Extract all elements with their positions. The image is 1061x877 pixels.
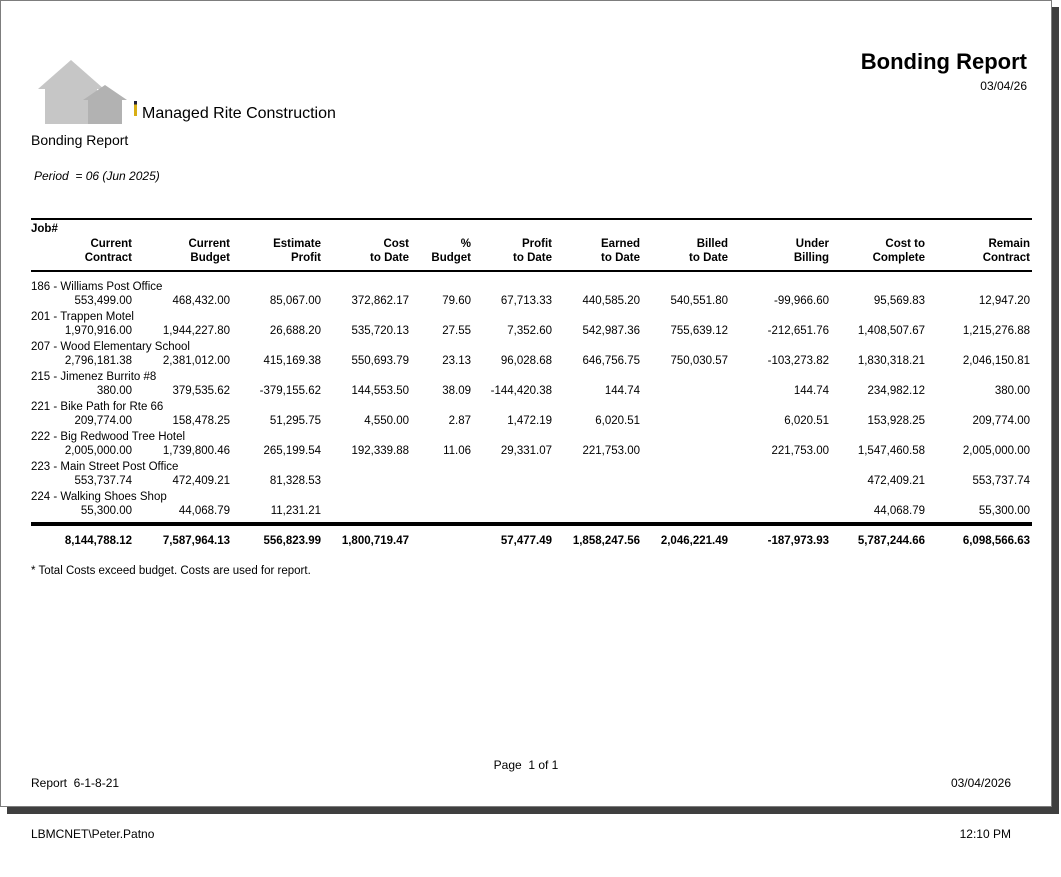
two-houses-icon: [38, 58, 133, 124]
job-name-row: [31, 369, 1032, 384]
value-cell: 26,688.20: [269, 325, 321, 337]
value-cell: 1,472.19: [507, 415, 552, 427]
job-name: 207 - Wood Elementary School: [31, 341, 190, 353]
footer-page-number: Page 1 of 1: [493, 758, 559, 772]
value-cell: -99,966.60: [774, 295, 829, 307]
value-cell: 55,300.00: [978, 505, 1030, 517]
value-cell: [323, 504, 411, 519]
value-cell: 542,987.36: [582, 325, 640, 337]
job-name-row: [31, 399, 1032, 414]
value-cell: 472,409.21: [867, 475, 925, 487]
job-number-header-row: [31, 219, 1032, 236]
value-cell: 44,068.79: [178, 505, 230, 517]
value-cell: 38.09: [442, 385, 471, 397]
value-cell: 1,830,318.21: [857, 355, 925, 367]
job-name: 223 - Main Street Post Office: [31, 461, 179, 473]
value-cell: 2,005,000.00: [64, 445, 132, 457]
value-cell: 2,381,012.00: [162, 355, 230, 367]
value-cell: 265,199.54: [263, 445, 321, 457]
job-values-row: [31, 474, 1032, 489]
report-subtitle: Bonding Report: [31, 132, 129, 148]
logo-edge-mark: [134, 101, 137, 116]
job-name-row: [31, 279, 1032, 294]
value-cell: [730, 504, 831, 519]
title-block: [861, 49, 1027, 93]
value-cell: 553,499.00: [74, 295, 132, 307]
col-header-current-contract: Current Contract: [31, 236, 134, 271]
column-header-row: [31, 236, 1032, 271]
total-cell: 556,823.99: [263, 535, 321, 547]
value-cell: 415,169.38: [263, 355, 321, 367]
job-values-row: [31, 384, 1032, 399]
job-name: 222 - Big Redwood Tree Hotel: [31, 431, 186, 443]
value-cell: 55,300.00: [80, 505, 132, 517]
value-cell: 553,737.74: [74, 475, 132, 487]
totals-separator-row: [31, 519, 1032, 526]
value-cell: 1,970,916.00: [64, 325, 132, 337]
value-cell: 44,068.79: [873, 505, 925, 517]
value-cell: 11.06: [443, 445, 471, 457]
value-cell: -103,273.82: [767, 355, 829, 367]
col-header-cost-to-complete: Cost to Complete: [831, 236, 927, 271]
value-cell: 11,231.21: [270, 505, 321, 517]
total-cell: 8,144,788.12: [64, 535, 132, 547]
footer-date: 03/04/2026: [950, 776, 1011, 790]
col-header-cost-to-date: Cost to Date: [323, 236, 411, 271]
value-cell: 79.60: [442, 295, 471, 307]
value-cell: 1,944,227.80: [162, 325, 230, 337]
job-values-row: [31, 414, 1032, 429]
value-cell: 209,774.00: [972, 415, 1030, 427]
value-cell: 85,067.00: [269, 295, 321, 307]
page-title: Bonding Report: [860, 49, 1027, 74]
value-cell: -212,651.76: [767, 325, 829, 337]
value-cell: 234,982.12: [867, 385, 925, 397]
value-cell: 1,215,276.88: [962, 325, 1030, 337]
value-cell: 1,547,460.58: [857, 445, 925, 457]
job-values-row: [31, 444, 1032, 459]
value-cell: [323, 474, 411, 489]
col-header-estimate-profit: Estimate Profit: [232, 236, 323, 271]
value-cell: 440,585.20: [582, 295, 640, 307]
job-values-row: [31, 504, 1032, 519]
job-values-row: [31, 294, 1032, 309]
company-logo: [38, 58, 133, 124]
title-date: 03/04/26: [980, 79, 1027, 93]
value-cell: 95,569.83: [873, 295, 925, 307]
job-values-row: [31, 354, 1032, 369]
total-cell: 5,787,244.66: [857, 535, 925, 547]
total-cell: 1,858,247.56: [572, 535, 640, 547]
value-cell: 27.55: [442, 325, 471, 337]
value-cell: 380.00: [994, 385, 1030, 397]
value-cell: 2,796,181.38: [64, 355, 132, 367]
report-table-area: [31, 218, 1032, 577]
job-name-row: [31, 459, 1032, 474]
value-cell: 153,928.25: [867, 415, 925, 427]
total-cell: 57,477.49: [500, 535, 552, 547]
job-name: 215 - Jimenez Burrito #8: [31, 371, 157, 383]
value-cell: 540,551.80: [670, 295, 728, 307]
value-cell: 7,352.60: [507, 325, 552, 337]
value-cell: 4,550.00: [364, 415, 409, 427]
total-cell: 1,800,719.47: [341, 535, 409, 547]
value-cell: 380.00: [96, 385, 132, 397]
value-cell: 535,720.13: [351, 325, 409, 337]
value-cell: 81,328.53: [269, 475, 321, 487]
footer-report-id: Report 6-1-8-21: [31, 776, 120, 790]
job-name-row: [31, 309, 1032, 324]
col-header-billed-to-date: Billed to Date: [642, 236, 730, 271]
value-cell: [411, 504, 473, 519]
value-cell: 2,046,150.81: [962, 355, 1030, 367]
value-cell: 51,295.75: [269, 415, 321, 427]
value-cell: 472,409.21: [172, 475, 230, 487]
value-cell: 1,739,800.46: [162, 445, 230, 457]
company-name: Managed Rite Construction: [142, 105, 336, 122]
value-cell: [642, 504, 730, 519]
value-cell: 646,756.75: [582, 355, 640, 367]
value-cell: [411, 474, 473, 489]
value-cell: 144.74: [793, 385, 829, 397]
total-cell: -187,973.93: [767, 535, 829, 547]
value-cell: 2,005,000.00: [962, 445, 1030, 457]
value-cell: 755,639.12: [670, 325, 728, 337]
value-cell: 6,020.51: [784, 415, 829, 427]
value-cell: 144.74: [604, 385, 640, 397]
total-cell: 6,098,566.63: [962, 535, 1030, 547]
bonding-table: [31, 218, 1032, 549]
job-number-header: Job#: [31, 219, 1032, 236]
value-cell: 221,753.00: [582, 445, 640, 457]
value-cell: 23.13: [442, 355, 471, 367]
value-cell: [642, 474, 730, 489]
total-cell: [411, 526, 473, 549]
job-name: 224 - Walking Shoes Shop: [31, 491, 167, 503]
total-cell: 7,587,964.13: [162, 535, 230, 547]
col-header-remain-contract: Remain Contract: [927, 236, 1032, 271]
value-cell: 12,947.20: [978, 295, 1030, 307]
value-cell: [642, 444, 730, 459]
footer-right: [951, 741, 1011, 877]
value-cell: 192,339.88: [351, 445, 409, 457]
value-cell: 144,553.50: [351, 385, 409, 397]
value-cell: 468,432.00: [172, 295, 230, 307]
value-cell: 221,753.00: [771, 445, 829, 457]
job-name: 201 - Trappen Motel: [31, 311, 134, 323]
footer-time: 12:10 PM: [959, 827, 1011, 841]
job-values-row: [31, 324, 1032, 339]
job-name-row: [31, 489, 1032, 504]
job-name-row: [31, 339, 1032, 354]
value-cell: 158,478.25: [172, 415, 230, 427]
value-cell: 379,535.62: [172, 385, 230, 397]
value-cell: [473, 504, 554, 519]
value-cell: 2.87: [448, 415, 471, 427]
value-cell: 372,862.17: [351, 295, 409, 307]
value-cell: [642, 384, 730, 399]
col-header-under-billing: Under Billing: [730, 236, 831, 271]
value-cell: -379,155.62: [259, 385, 321, 397]
col-header-pct-budget: % Budget: [411, 236, 473, 271]
totals-row: [31, 526, 1032, 549]
value-cell: 750,030.57: [670, 355, 728, 367]
col-header-profit-to-date: Profit to Date: [473, 236, 554, 271]
col-header-earned-to-date: Earned to Date: [554, 236, 642, 271]
value-cell: [554, 504, 642, 519]
value-cell: 1,408,507.67: [857, 325, 925, 337]
job-name-row: [31, 429, 1032, 444]
value-cell: 96,028.68: [500, 355, 552, 367]
value-cell: 550,693.79: [351, 355, 409, 367]
value-cell: 6,020.51: [595, 415, 640, 427]
job-name: 186 - Williams Post Office: [31, 281, 163, 293]
value-cell: 553,737.74: [972, 475, 1030, 487]
job-name: 221 - Bike Path for Rte 66: [31, 401, 164, 413]
period-filter: Period = 06 (Jun 2025): [34, 169, 160, 183]
value-cell: 67,713.33: [500, 295, 552, 307]
value-cell: [473, 474, 554, 489]
value-cell: 209,774.00: [74, 415, 132, 427]
col-header-current-budget: Current Budget: [134, 236, 232, 271]
value-cell: [642, 414, 730, 429]
value-cell: 29,331.07: [500, 445, 552, 457]
value-cell: -144,420.38: [490, 385, 552, 397]
total-cell: 2,046,221.49: [660, 535, 728, 547]
report-footnote: * Total Costs exceed budget. Costs are used for report.: [31, 565, 311, 577]
value-cell: [730, 474, 831, 489]
value-cell: [554, 474, 642, 489]
footer-user: LBMCNET\Peter.Patno: [31, 827, 155, 841]
